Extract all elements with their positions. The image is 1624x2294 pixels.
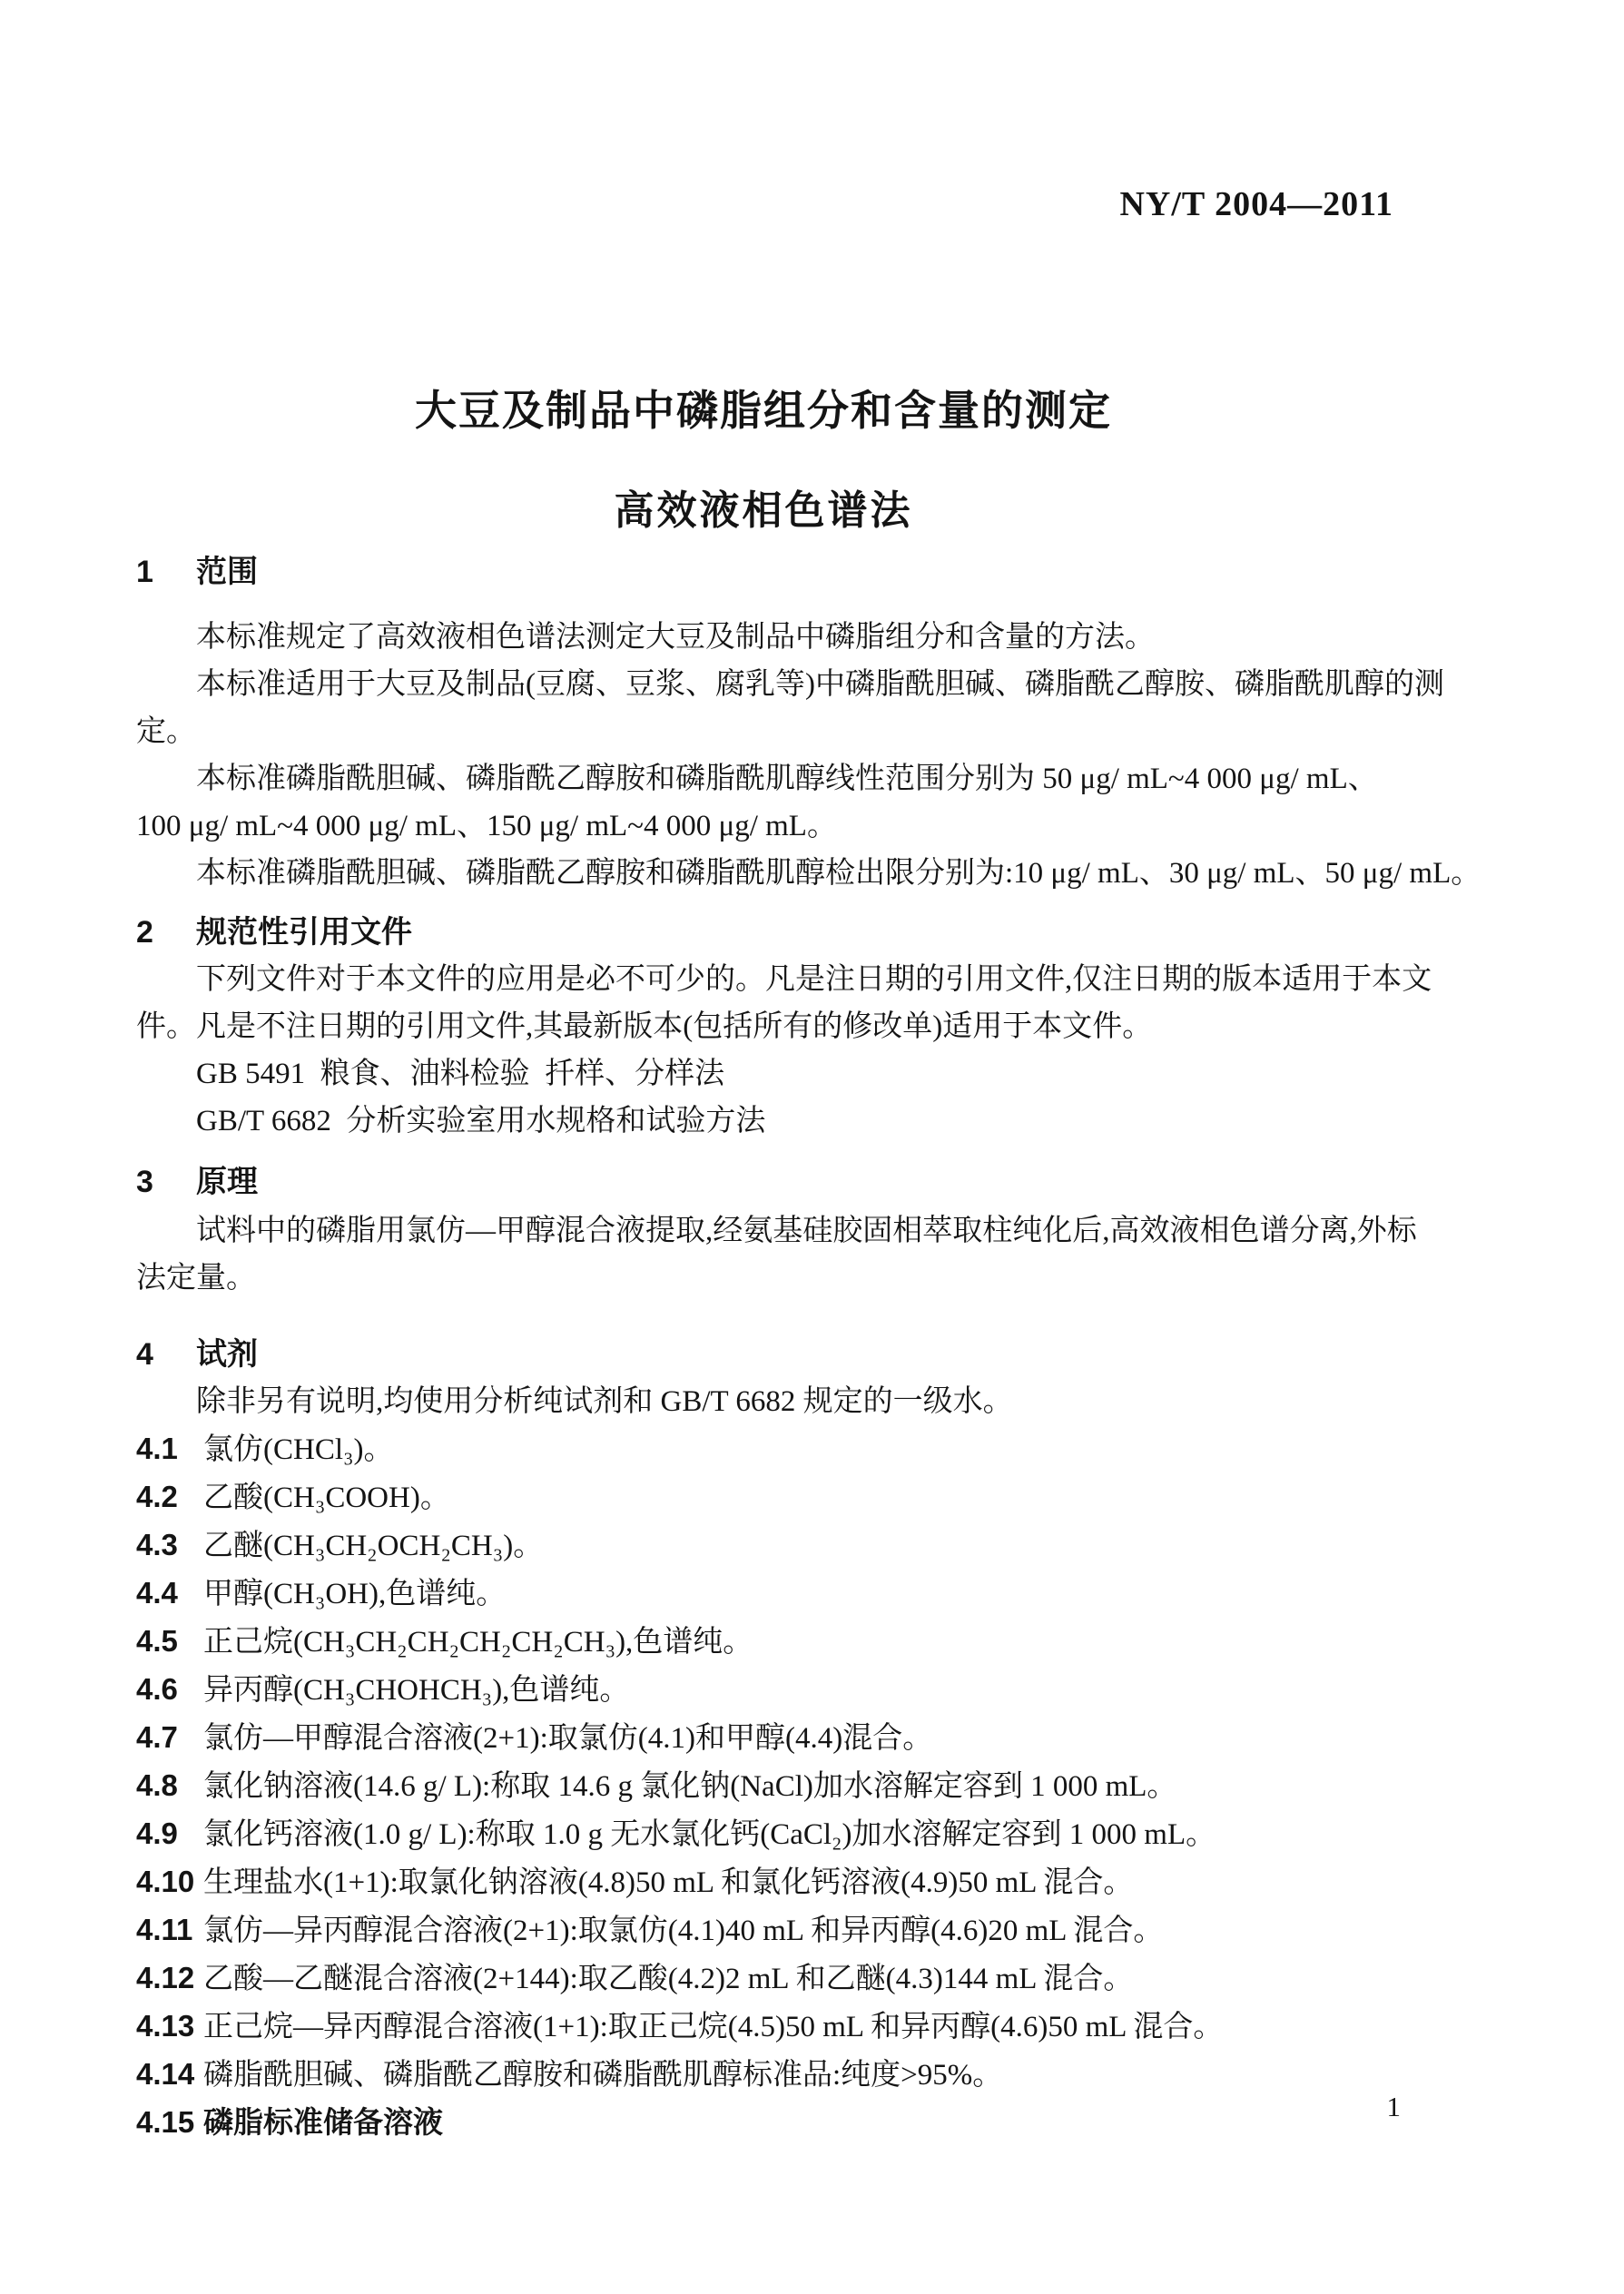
clause-number: 4.2 xyxy=(136,1480,178,1513)
clause-4-14 xyxy=(136,2051,1493,2099)
clause-4-13 xyxy=(136,2003,1493,2051)
section-3-paragraphs xyxy=(136,1207,1493,1302)
section-1-paragraphs xyxy=(136,614,1493,897)
referenced-standard: GB 5491 粮食、油料检验 扦样、分样法 xyxy=(196,1058,725,1090)
clause-number: 4.15 xyxy=(136,2105,195,2139)
clause-number: 4.4 xyxy=(136,1576,178,1610)
paragraph-line: 100 μg/ mL~4 000 μg/ mL、150 μg/ mL~4 000 μg/ mL。 xyxy=(136,810,837,842)
clause-text: 磷脂酰胆碱、磷脂酰乙醇胺和磷脂酰肌醇标准品:纯度>95%。 xyxy=(203,2059,1003,2092)
clause-text: 甲醇(CH₃OH),色谱纯。 xyxy=(203,1578,507,1610)
clause-text: 氯仿(CHCl₃)。 xyxy=(203,1433,394,1466)
clause-text: 氯仿—异丙醇混合溶液(2+1):取氯仿(4.1)40 mL 和异丙醇(4.6)20 mL 混合。 xyxy=(203,1915,1164,1947)
clause-number: 4.9 xyxy=(136,1816,178,1850)
clause-number: 4.10 xyxy=(136,1865,195,1898)
clause-number: 4.12 xyxy=(136,1961,195,1994)
page-number: 1 xyxy=(1386,2091,1401,2122)
clause-number: 4.7 xyxy=(136,1720,178,1754)
clause-text: 正己烷—异丙醇混合溶液(1+1):取正己烷(4.5)50 mL 和异丙醇(4.6)50 mL 混合。 xyxy=(203,2011,1224,2043)
clause-text: 乙酸(CH₃COOH)。 xyxy=(203,1482,450,1514)
document-body xyxy=(136,552,1493,2147)
clause-text: 生理盐水(1+1):取氯化钠溶液(4.8)50 mL 和氯化钙溶液(4.9)50 mL 混合。 xyxy=(203,1866,1134,1899)
clause-4-12 xyxy=(136,1954,1493,2003)
document-title-line1: 大豆及制品中磷脂组分和含量的测定 xyxy=(415,387,1112,434)
section-3-number: 3 xyxy=(136,1165,153,1199)
clause-number: 4.5 xyxy=(136,1624,178,1658)
section-1-heading xyxy=(136,552,1493,592)
clause-4-10 xyxy=(136,1858,1493,1906)
clause-number: 4.3 xyxy=(136,1528,178,1561)
section-2-title: 规范性引用文件 xyxy=(196,915,412,950)
paragraph-line: 除非另有说明,均使用分析纯试剂和 GB/T 6682 规定的一级水。 xyxy=(196,1385,1013,1418)
clause-number: 4.8 xyxy=(136,1768,178,1802)
document-title-line2: 高效液相色谱法 xyxy=(614,488,913,533)
section-4-clauses xyxy=(136,1425,1493,2147)
section-4-number: 4 xyxy=(136,1337,153,1372)
section-2-paragraphs xyxy=(136,956,1493,1145)
clause-4-15 xyxy=(136,2099,1493,2147)
clause-number: 4.1 xyxy=(136,1432,178,1465)
clause-number: 4.11 xyxy=(136,1913,193,1946)
clause-number: 4.13 xyxy=(136,2009,195,2043)
referenced-standard: GB/T 6682 分析实验室用水规格和试验方法 xyxy=(196,1105,766,1137)
section-4-heading xyxy=(136,1334,1493,1374)
section-3-title: 原理 xyxy=(196,1165,258,1199)
clause-4-1 xyxy=(136,1425,1493,1473)
clause-text: 乙酸—乙醚混合溶液(2+144):取乙酸(4.2)2 mL 和乙醚(4.3)144 mL 混合。 xyxy=(203,1963,1134,1995)
paragraph-line: 下列文件对于本文件的应用是必不可少的。凡是注日期的引用文件,仅注日期的版本适用于本文 xyxy=(196,963,1432,996)
clause-text: 异丙醇(CH₃CHOHCH₃),色谱纯。 xyxy=(203,1674,630,1707)
clause-text: 氯化钠溶液(14.6 g/ L):称取 14.6 g 氯化钠(NaCl)加水溶解定容到 1 000 mL。 xyxy=(203,1770,1177,1803)
clause-number: 4.6 xyxy=(136,1672,178,1706)
section-2-heading xyxy=(136,912,1493,952)
section-4-title: 试剂 xyxy=(196,1337,258,1372)
clause-4-4 xyxy=(136,1570,1493,1618)
clause-4-2 xyxy=(136,1473,1493,1521)
clause-text: 磷脂标准储备溶液 xyxy=(203,2105,443,2139)
paragraph-line: 本标准磷脂酰胆碱、磷脂酰乙醇胺和磷脂酰肌醇线性范围分别为 50 μg/ mL~4 000 μg/ mL、 xyxy=(196,763,1378,795)
standard-number: NY/T 2004—2011 xyxy=(1119,185,1393,223)
paragraph-line: 本标准磷脂酰胆碱、磷脂酰乙醇胺和磷脂酰肌醇检出限分别为:10 μg/ mL、30 μg/ mL、50 μg/ mL。 xyxy=(196,857,1481,890)
clause-text: 正己烷(CH₃CH₂CH₂CH₂CH₂CH₃),色谱纯。 xyxy=(203,1626,753,1659)
clause-text: 氯仿—甲醇混合溶液(2+1):取氯仿(4.1)和甲醇(4.4)混合。 xyxy=(203,1722,933,1755)
clause-text: 氯化钙溶液(1.0 g/ L):称取 1.0 g 无水氯化钙(CaCl₂)加水溶解定容到 1 000 mL。 xyxy=(203,1818,1216,1851)
clause-4-8 xyxy=(136,1762,1493,1810)
section-3-heading xyxy=(136,1162,1493,1202)
section-2-number: 2 xyxy=(136,915,153,950)
paragraph-line: 法定量。 xyxy=(136,1262,256,1295)
clause-text: 乙醚(CH₃CH₂OCH₂CH₃)。 xyxy=(203,1530,544,1562)
clause-4-9 xyxy=(136,1810,1493,1858)
paragraph-line: 本标准规定了高效液相色谱法测定大豆及制品中磷脂组分和含量的方法。 xyxy=(196,621,1155,654)
clause-4-11 xyxy=(136,1906,1493,1954)
clause-4-7 xyxy=(136,1714,1493,1762)
paragraph-line: 试料中的磷脂用氯仿—甲醇混合液提取,经氨基硅胶固相萃取柱纯化后,高效液相色谱分离,外标 xyxy=(196,1215,1417,1247)
clause-4-6 xyxy=(136,1666,1493,1714)
clause-number: 4.14 xyxy=(136,2057,195,2091)
paragraph-line: 件。凡是不注日期的引用文件,其最新版本(包括所有的修改单)适用于本文件。 xyxy=(136,1010,1153,1043)
paragraph-line: 本标准适用于大豆及制品(豆腐、豆浆、腐乳等)中磷脂酰胆碱、磷脂酰乙醇胺、磷脂酰肌醇的测定。 xyxy=(136,668,1444,748)
section-4-intro xyxy=(136,1378,1493,1425)
document-title xyxy=(136,381,1391,540)
clause-4-5 xyxy=(136,1618,1493,1666)
section-1-number: 1 xyxy=(136,555,153,589)
clause-4-3 xyxy=(136,1521,1493,1570)
section-1-title: 范围 xyxy=(196,555,258,589)
